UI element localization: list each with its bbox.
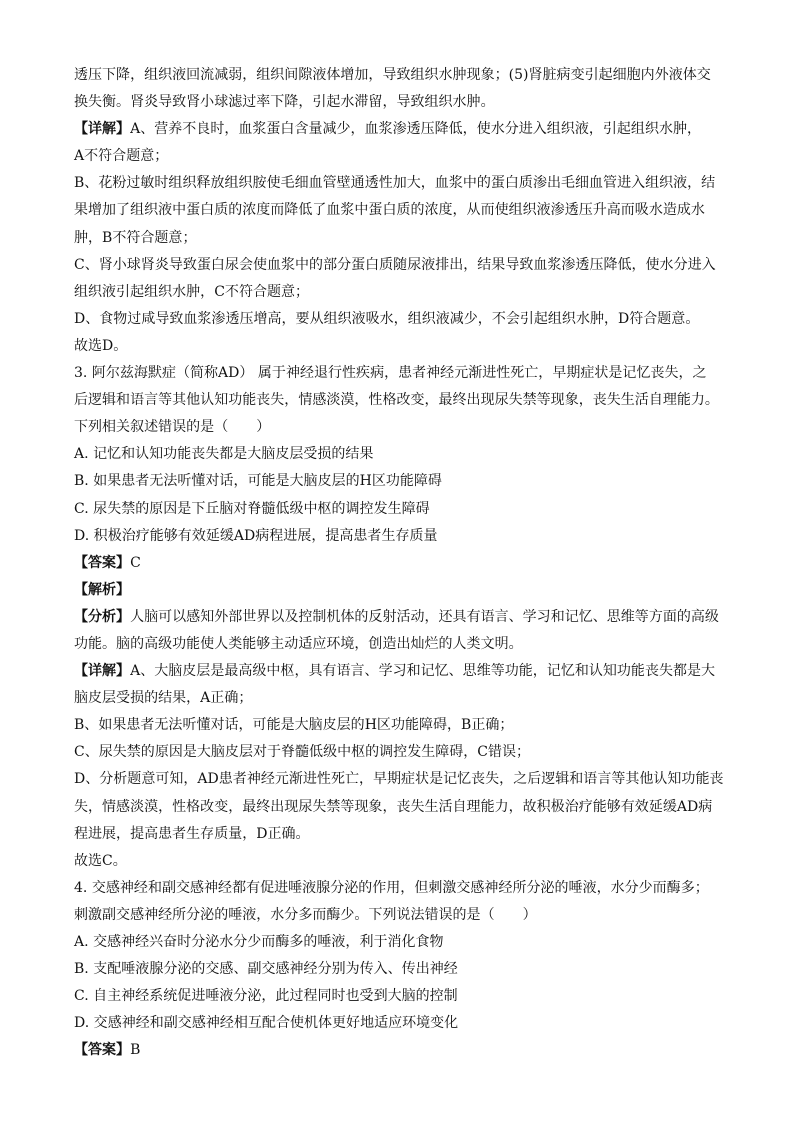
text-line [74, 685, 724, 712]
line-text: 3. 阿尔兹海默症（简称AD） 属于神经退行性疾病，患者神经元渐进性死亡，早期症状是记忆丧失，之 [74, 365, 707, 382]
line-text: 4. 交感神经和副交感神经都有促进唾液腺分泌的作用，但刺激交感神经所分泌的唾液，水分少而酶多； [74, 879, 709, 896]
option-b [74, 956, 724, 983]
line-text: 脑皮层受损的结果，A正确； [74, 690, 253, 707]
text-line [74, 279, 724, 306]
text-line [74, 143, 724, 170]
text-line [74, 712, 724, 739]
text-line [74, 333, 724, 360]
text-line [74, 658, 724, 685]
line-text: D. 交感神经和副交感神经相互配合使机体更好地适应环境变化 [74, 1015, 459, 1032]
text-line [74, 848, 724, 875]
line-text: C. 尿失禁的原因是下丘脑对脊髓低级中枢的调控发生障碍 [74, 500, 430, 517]
text-line [74, 225, 724, 252]
line-text: A. 交感神经兴奋时分泌水分少而酶多的唾液，利于消化食物 [74, 934, 444, 950]
line-text: 故选C。 [74, 852, 127, 869]
text-line [74, 252, 724, 279]
analysis-heading [74, 577, 724, 604]
line-text: B. 支配唾液腺分泌的交感、副交感神经分别为传入、传出神经 [74, 961, 458, 978]
analysis-tag: 【解析】 [74, 581, 131, 598]
document-page [74, 62, 724, 1064]
line-text: 换失衡。肾炎导致肾小球滤过率下降，引起水滞留，导致组织水肿。 [74, 94, 495, 111]
section-tag: 【详解】 [74, 663, 131, 680]
text-line [74, 197, 724, 224]
line-text: A、营养不良时，血浆蛋白含量减少，血浆渗透压降低，使水分进入组织液，引起组织水肿， [130, 121, 702, 138]
line-text: D. 积极治疗能够有效延缓AD病程进展，提高患者生存质量 [74, 527, 438, 544]
option-b [74, 468, 724, 495]
line-text: 故选D。 [74, 337, 128, 354]
line-text: D、食物过咸导致血浆渗透压增高，要从组织液吸水，组织液减少，不会引起组织水肿，D符合题意。 [74, 310, 700, 327]
line-text: 下列相关叙述错误的是（ ） [74, 419, 271, 436]
line-text: B. 如果患者无法听懂对话，可能是大脑皮层的H区功能障碍 [74, 473, 442, 490]
text-line [74, 631, 724, 658]
option-c [74, 983, 724, 1010]
line-text: 程进展，提高患者生存质量，D正确。 [74, 825, 310, 842]
line-text: A. 记忆和认知功能丧失都是大脑皮层受损的结果 [74, 446, 374, 463]
answer-tag: 【答案】 [74, 554, 131, 571]
option-c [74, 496, 724, 523]
answer-line [74, 550, 724, 577]
text-line [74, 387, 724, 414]
line-text: 肿，B不符合题意； [74, 229, 197, 246]
text-line [74, 116, 724, 143]
option-a [74, 929, 724, 956]
text-line [74, 170, 724, 197]
text-line [74, 604, 724, 631]
line-text: A不符合题意； [74, 148, 169, 165]
line-text: 透压下降，组织液回流减弱，组织间隙液体增加，导致组织水肿现象；(5)肾脏病变引起细胞内外液体交 [74, 67, 711, 83]
line-text: C、肾小球肾炎导致蛋白尿会使血浆中的部分蛋白质随尿液排出，结果导致血浆渗透压降低，使水分进入 [74, 256, 716, 273]
line-text: D、分析题意可知，AD患者神经元渐进性死亡，早期症状是记忆丧失，之后逻辑和语言等其他认知功能丧 [74, 771, 724, 788]
text-line [74, 821, 724, 848]
text-line [74, 739, 724, 766]
line-text: B、如果患者无法听懂对话，可能是大脑皮层的H区功能障碍，B正确； [74, 717, 514, 734]
text-line [74, 62, 724, 89]
line-text: C. 自主神经系统促进唾液分泌，此过程同时也受到大脑的控制 [74, 988, 458, 1005]
section-tag: 【分析】 [74, 608, 131, 625]
line-text: A、大脑皮层是最高级中枢，具有语言、学习和记忆、思维等功能，记忆和认知功能丧失都是大 [130, 663, 716, 680]
text-line [74, 414, 724, 441]
option-d [74, 523, 724, 550]
question-4-stem [74, 875, 724, 902]
line-text: 刺激副交感神经所分泌的唾液，水分多而酶少。下列说法错误的是（ ） [74, 906, 537, 923]
text-line [74, 794, 724, 821]
answer-tag: 【答案】 [74, 1042, 131, 1059]
text-line [74, 766, 724, 793]
line-text: C、尿失禁的原因是大脑皮层对于脊髓低级中枢的调控发生障碍，C错误； [74, 744, 531, 761]
line-text: 失，情感淡漠，性格改变，最终出现尿失禁等现象，丧失生活自理能力，故积极治疗能够有效延缓AD病 [74, 798, 713, 815]
line-text: B、花粉过敏时组织释放组织胺使毛细血管壁通透性加大，血浆中的蛋白质渗出毛细血管进入组织液，结 [74, 175, 716, 192]
answer-line [74, 1037, 724, 1064]
line-text: 组织液引起组织水肿，C不符合题意； [74, 283, 310, 300]
line-text: 后逻辑和语言等其他认知功能丧失，情感淡漠，性格改变，最终出现尿失禁等现象，丧失生活自理能力。 [74, 392, 719, 409]
text-line [74, 306, 724, 333]
option-d [74, 1010, 724, 1037]
text-line [74, 89, 724, 116]
answer-value: B [130, 1042, 141, 1059]
answer-value: C [130, 554, 141, 571]
question-3-stem [74, 360, 724, 387]
option-a [74, 441, 724, 468]
text-line [74, 902, 724, 929]
line-text: 功能。脑的高级功能使人类能够主动适应环境，创造出灿烂的人类文明。 [74, 635, 523, 652]
section-tag: 【详解】 [74, 121, 131, 138]
line-text: 人脑可以感知外部世界以及控制机体的反射活动，还具有语言、学习和记忆、思维等方面的高级 [130, 608, 719, 625]
line-text: 果增加了组织液中蛋白质的浓度而降低了血浆中蛋白质的浓度，从而使组织液渗透压升高而吸水造成水 [74, 202, 705, 219]
